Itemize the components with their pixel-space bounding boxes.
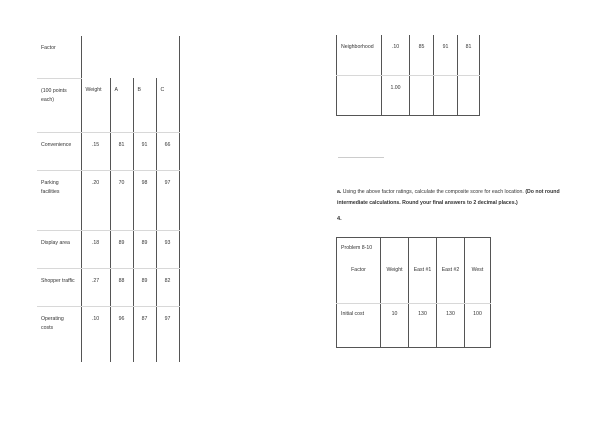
divider <box>338 157 384 158</box>
score-b-cell: 89 <box>133 268 156 306</box>
table-row <box>37 230 179 268</box>
weight-cell: .20 <box>81 170 110 230</box>
location-a-header: A <box>110 78 133 132</box>
east1-cell: 130 <box>409 304 437 348</box>
score-a-cell <box>410 75 434 115</box>
weight-total-cell: 1.00 <box>382 75 410 115</box>
score-c-cell: 81 <box>458 35 480 75</box>
factor-cell: Neighborhood <box>337 35 382 75</box>
score-a-cell: 70 <box>110 170 133 230</box>
blank-cell <box>381 238 409 260</box>
score-b-cell: 91 <box>133 132 156 170</box>
location-c-header: C <box>156 78 179 132</box>
score-a-cell: 89 <box>110 230 133 268</box>
factor-header: Factor <box>337 260 381 304</box>
factor-ratings-continued-table <box>336 35 480 116</box>
weight-header: Weight <box>381 260 409 304</box>
location-b-header: B <box>133 78 156 132</box>
points-header: (100 points each) <box>37 78 81 132</box>
question-number: 4. <box>337 216 342 222</box>
score-a-cell: 85 <box>410 35 434 75</box>
table-row <box>37 306 179 362</box>
weight-cell: 10 <box>381 304 409 348</box>
totals-row <box>337 75 480 115</box>
east1-header: East #1 <box>409 260 437 304</box>
score-c-cell <box>458 75 480 115</box>
question-a <box>337 187 567 209</box>
factor-cell: Convenience <box>37 132 81 170</box>
score-c-cell: 93 <box>156 230 179 268</box>
score-c-cell: 97 <box>156 306 179 362</box>
factor-ratings-table <box>37 36 180 362</box>
weight-cell: .15 <box>81 132 110 170</box>
score-b-cell: 87 <box>133 306 156 362</box>
west-cell: 100 <box>465 304 491 348</box>
factor-cell: Initial cost <box>337 304 381 348</box>
blank-cell <box>437 238 465 260</box>
weight-cell: .10 <box>382 35 410 75</box>
score-c-cell: 82 <box>156 268 179 306</box>
blank-cell <box>465 238 491 260</box>
header-blank-cell <box>81 36 179 78</box>
score-c-cell: 97 <box>156 170 179 230</box>
factor-cell <box>337 75 382 115</box>
table-row <box>37 132 179 170</box>
factor-cell: Shopper traffic <box>37 268 81 306</box>
score-c-cell: 66 <box>156 132 179 170</box>
weight-header: Weight <box>81 78 110 132</box>
factor-cell: Parking facilities <box>37 170 81 230</box>
weight-cell: .18 <box>81 230 110 268</box>
blank-cell <box>409 238 437 260</box>
factor-cell: Display area <box>37 230 81 268</box>
east2-header: East #2 <box>437 260 465 304</box>
weight-cell: .27 <box>81 268 110 306</box>
table-row <box>337 304 491 348</box>
question-label: a. <box>337 189 342 195</box>
score-a-cell: 81 <box>110 132 133 170</box>
score-a-cell: 96 <box>110 306 133 362</box>
east2-cell: 130 <box>437 304 465 348</box>
problem-8-10-table <box>336 237 491 348</box>
west-header: West <box>465 260 491 304</box>
score-b-cell <box>434 75 458 115</box>
table-row <box>337 35 480 75</box>
score-b-cell: 91 <box>434 35 458 75</box>
question-text: Using the above factor ratings, calculate the composite score for each location. <box>342 189 524 195</box>
table-row <box>37 170 179 230</box>
table-row <box>37 268 179 306</box>
factor-header: Factor <box>37 36 81 78</box>
score-b-cell: 89 <box>133 230 156 268</box>
score-b-cell: 98 <box>133 170 156 230</box>
score-a-cell: 88 <box>110 268 133 306</box>
factor-cell: Operating costs <box>37 306 81 362</box>
question-instructions: (Do not round intermediate calculations. Round your final answers to 2 decimal places.) <box>337 189 560 206</box>
weight-cell: .10 <box>81 306 110 362</box>
problem-label: Problem 8-10 <box>337 238 381 260</box>
